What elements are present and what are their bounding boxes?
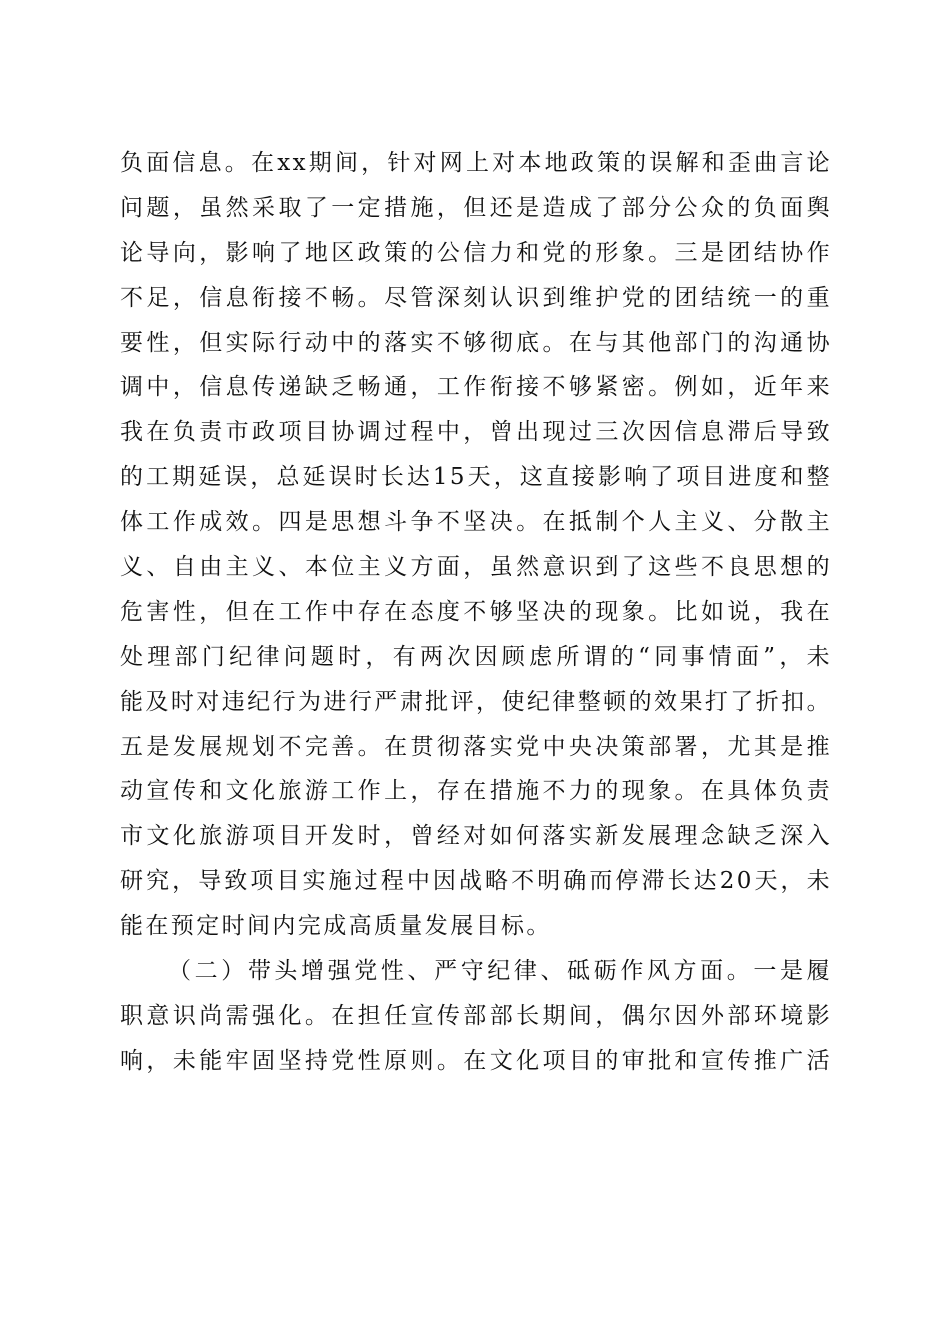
text-line: 负面信息。在xx期间，针对网上对本地政策的误解和歪曲言论: [120, 150, 832, 176]
text-line: 市文化旅游项目开发时，曾经对如何落实新发展理念缺乏深入: [120, 823, 832, 850]
text-line: 五是发展规划不完善。在贯彻落实党中央决策部署，尤其是推: [120, 733, 832, 760]
text-line: 体工作成效。四是思想斗争不坚决。在抵制个人主义、分散主: [120, 509, 832, 536]
text-line: 响，未能牢固坚持党性原则。在文化项目的审批和宣传推广活: [120, 1047, 832, 1074]
text-line: 能在预定时间内完成高质量发展目标。: [120, 913, 552, 940]
text-line: 要性，但实际行动中的落实不够彻底。在与其他部门的沟通协: [120, 329, 832, 356]
text-line: 问题，虽然采取了一定措施，但还是造成了部分公众的负面舆: [120, 194, 832, 221]
text-line: 危害性，但在工作中存在态度不够坚决的现象。比如说，我在: [120, 598, 832, 625]
text-line: 的工期延误，总延误时长达15天，这直接影响了项目进度和整: [120, 464, 832, 491]
text-line: 不足，信息衔接不畅。尽管深刻认识到维护党的团结统一的重: [120, 284, 832, 311]
text-line: 能及时对违纪行为进行严肃批评，使纪律整顿的效果打了折扣。: [120, 688, 832, 715]
text-line: 义、自由主义、本位主义方面，虽然意识到了这些不良思想的: [120, 554, 832, 581]
text-line: 调中，信息传递缺乏畅通，工作衔接不够紧密。例如，近年来: [120, 374, 832, 401]
body-text: [120, 141, 832, 1084]
text-line: 处理部门纪律问题时，有两次因顾虑所谓的“同事情面”，未: [120, 643, 832, 670]
text-line: 论导向，影响了地区政策的公信力和党的形象。三是团结协作: [120, 239, 832, 266]
text-line: 我在负责市政项目协调过程中，曾出现过三次因信息滞后导致: [120, 419, 832, 446]
text-line: 动宣传和文化旅游工作上，存在措施不力的现象。在具体负责: [120, 778, 832, 805]
text-line: 研究，导致项目实施过程中因战略不明确而停滞长达20天，未: [120, 868, 832, 895]
text-line: 职意识尚需强化。在担任宣传部部长期间，偶尔因外部环境影: [120, 1002, 832, 1029]
section-heading-line: （二）带头增强党性、严守纪律、砥砺作风方面。一是履: [168, 958, 832, 985]
